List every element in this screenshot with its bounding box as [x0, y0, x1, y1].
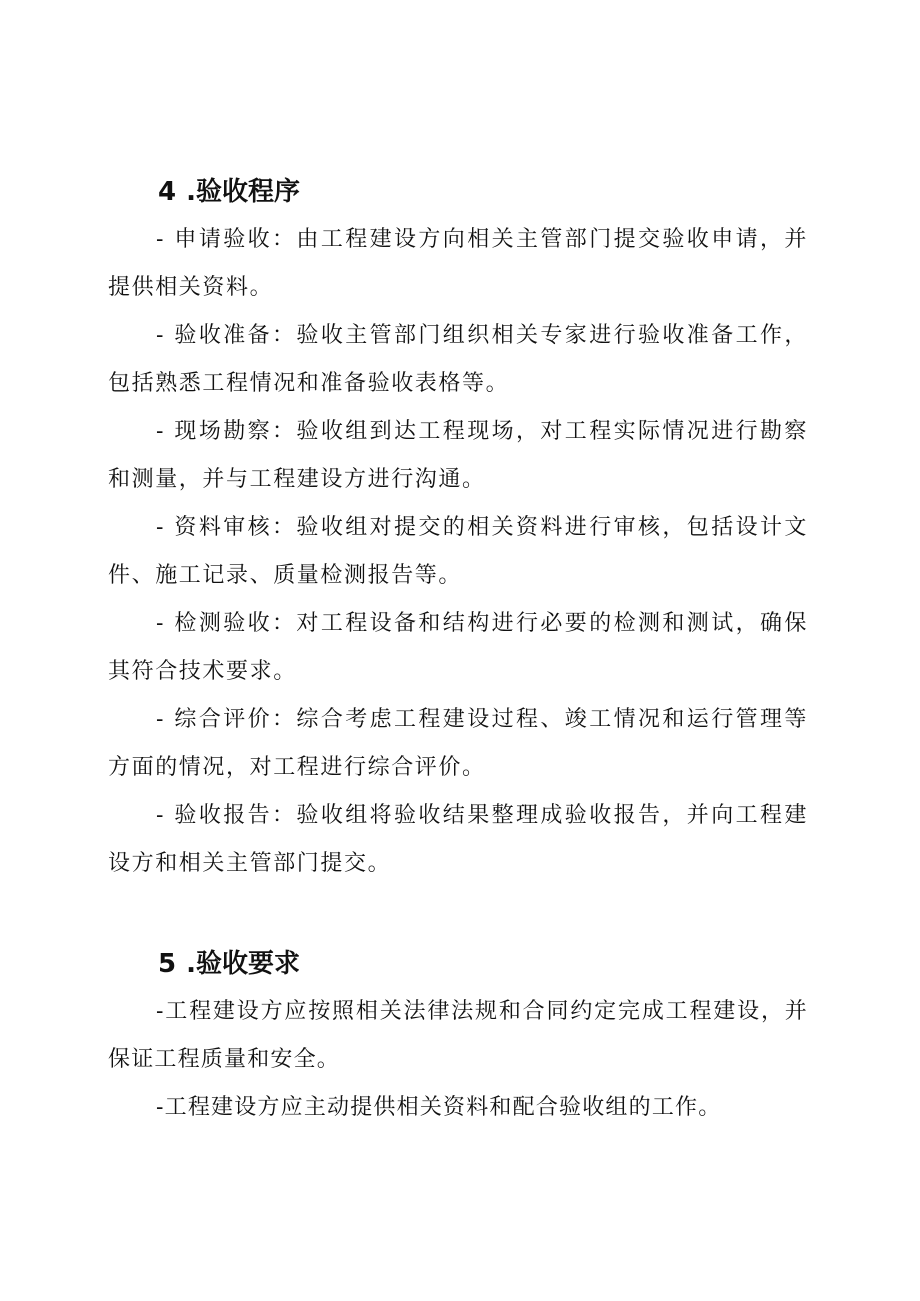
section-heading: [158, 168, 920, 216]
paragraph-acceptance-preparation: - 验收准备：验收主管部门组织相关专家进行验收准备工作，包括熟悉工程情况和准备验收表格等。: [108, 323, 808, 396]
section-acceptance-requirements: [0, 940, 920, 1132]
paragraph-site-survey: - 现场勘察：验收组到达工程现场，对工程实际情况进行勘察和测量，并与工程建设方进行沟通。: [108, 419, 808, 492]
section-number: 4: [158, 177, 177, 207]
paragraph-apply-acceptance: - 申请验收：由工程建设方向相关主管部门提交验收申请，并提供相关资料。: [108, 227, 808, 300]
paragraph-requirement-compliance: -工程建设方应按照相关法律法规和合同约定完成工程建设，并保证工程质量和安全。: [108, 999, 808, 1072]
paragraph-acceptance-report: - 验收报告：验收组将验收结果整理成验收报告，并向工程建设方和相关主管部门提交。: [108, 803, 808, 876]
paragraph-inspection-acceptance: - 检测验收：对工程设备和结构进行必要的检测和测试，确保其符合技术要求。: [108, 611, 808, 684]
section-title: .验收程序: [186, 177, 300, 207]
section-heading: [158, 940, 920, 988]
paragraph-requirement-cooperation: -工程建设方应主动提供相关资料和配合验收组的工作。: [156, 1095, 722, 1120]
paragraph-comprehensive-evaluation: - 综合评价：综合考虑工程建设过程、竣工情况和运行管理等方面的情况，对工程进行综合评价。: [108, 707, 808, 780]
paragraph-document-review: - 资料审核：验收组对提交的相关资料进行审核，包括设计文件、施工记录、质量检测报告等。: [108, 515, 808, 588]
section-acceptance-procedure: [0, 168, 920, 888]
section-title: .验收要求: [186, 949, 300, 979]
section-number: 5: [158, 949, 177, 979]
